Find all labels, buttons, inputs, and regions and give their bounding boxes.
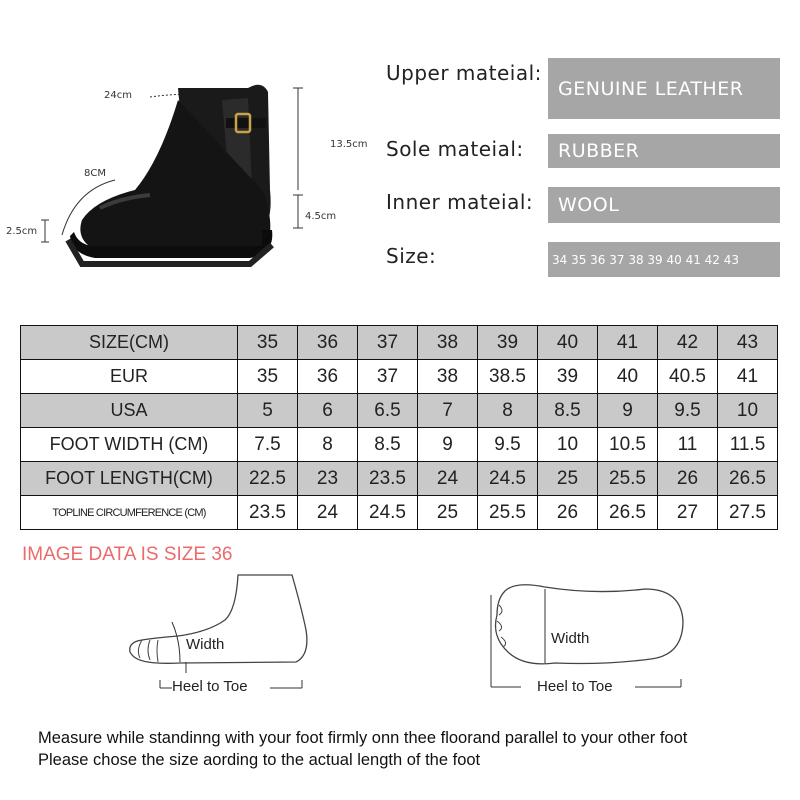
top-width-label: Width: [551, 630, 590, 647]
toe-measurement: 8CM: [84, 168, 106, 179]
table-cell: 43: [718, 326, 778, 360]
product-photo: [0, 40, 375, 280]
table-cell: 23.5: [358, 462, 418, 496]
instruction-line-1: Measure while standinng with your foot firmly onn thee floorand parallel to your other foot: [38, 729, 688, 747]
table-cell: 41: [718, 360, 778, 394]
side-foot-diagram: [120, 570, 320, 700]
upper-material-value: GENUINE LEATHER: [548, 58, 780, 119]
side-width-label: Width: [186, 636, 225, 653]
boot-illustration: [0, 40, 375, 280]
table-cell: 10.5: [598, 428, 658, 462]
table-cell: 26.5: [598, 496, 658, 530]
table-row-label: FOOT LENGTH(CM): [21, 462, 238, 496]
table-row: [21, 394, 778, 428]
table-row: [21, 462, 778, 496]
top-foot-diagram: [485, 575, 685, 700]
sole-material-label: Sole mateial:: [386, 137, 524, 161]
table-cell: 26: [658, 462, 718, 496]
table-cell: 41: [598, 326, 658, 360]
size-table: [20, 325, 778, 530]
table-cell: 36: [298, 360, 358, 394]
size-table-body: [21, 326, 778, 530]
table-cell: 8: [298, 428, 358, 462]
table-cell: 6: [298, 394, 358, 428]
table-cell: 24: [418, 462, 478, 496]
table-row-label: USA: [21, 394, 238, 428]
table-cell: 24.5: [358, 496, 418, 530]
table-row: [21, 360, 778, 394]
table-cell: 23.5: [238, 496, 298, 530]
table-cell: 9: [418, 428, 478, 462]
table-row-label: EUR: [21, 360, 238, 394]
shaft-height-measurement: 13.5cm: [330, 139, 368, 150]
table-cell: 9.5: [478, 428, 538, 462]
table-row-label: SIZE(CM): [21, 326, 238, 360]
table-cell: 8.5: [538, 394, 598, 428]
table-cell: 9: [598, 394, 658, 428]
table-cell: 38: [418, 326, 478, 360]
table-cell: 39: [478, 326, 538, 360]
table-cell: 8: [478, 394, 538, 428]
table-cell: 37: [358, 326, 418, 360]
table-row: [21, 496, 778, 530]
table-cell: 35: [238, 326, 298, 360]
table-cell: 24: [298, 496, 358, 530]
table-row-label: FOOT WIDTH (CM): [21, 428, 238, 462]
circumference-measurement: 24cm: [104, 90, 132, 101]
heel-measurement: 2.5cm: [6, 226, 38, 237]
table-cell: 40: [598, 360, 658, 394]
table-row: [21, 428, 778, 462]
table-cell: 36: [298, 326, 358, 360]
upper-material-label: Upper mateial:: [386, 61, 542, 85]
table-cell: 6.5: [358, 394, 418, 428]
table-cell: 7.5: [238, 428, 298, 462]
table-cell: 25.5: [598, 462, 658, 496]
table-cell: 39: [538, 360, 598, 394]
table-cell: 10: [718, 394, 778, 428]
table-cell: 38.5: [478, 360, 538, 394]
table-cell: 8.5: [358, 428, 418, 462]
table-row-label: TOPLINE CIRCUMFERENCE (CM): [21, 496, 238, 530]
table-cell: 7: [418, 394, 478, 428]
table-cell: 11: [658, 428, 718, 462]
table-row: [21, 326, 778, 360]
table-cell: 25: [418, 496, 478, 530]
table-cell: 25.5: [478, 496, 538, 530]
side-length-label: Heel to Toe: [172, 678, 248, 695]
image-size-note: IMAGE DATA IS SIZE 36: [22, 544, 233, 565]
instruction-line-2: Please chose the size aording to the actual length of the foot: [38, 751, 481, 769]
table-cell: 27: [658, 496, 718, 530]
table-cell: 10: [538, 428, 598, 462]
inner-material-label: Inner mateial:: [386, 190, 534, 214]
table-cell: 26.5: [718, 462, 778, 496]
table-cell: 37: [358, 360, 418, 394]
table-cell: 9.5: [658, 394, 718, 428]
table-cell: 23: [298, 462, 358, 496]
platform-measurement: 4.5cm: [305, 211, 337, 222]
table-cell: 25: [538, 462, 598, 496]
top-length-label: Heel to Toe: [537, 678, 613, 695]
table-cell: 40: [538, 326, 598, 360]
table-cell: 5: [238, 394, 298, 428]
size-range-value: 34 35 36 37 38 39 40 41 42 43: [548, 242, 780, 277]
table-cell: 40.5: [658, 360, 718, 394]
table-cell: 38: [418, 360, 478, 394]
table-cell: 22.5: [238, 462, 298, 496]
table-cell: 11.5: [718, 428, 778, 462]
table-cell: 35: [238, 360, 298, 394]
inner-material-value: WOOL: [548, 187, 780, 223]
table-cell: 27.5: [718, 496, 778, 530]
table-cell: 26: [538, 496, 598, 530]
size-label: Size:: [386, 244, 437, 268]
table-cell: 24.5: [478, 462, 538, 496]
sole-material-value: RUBBER: [548, 134, 780, 168]
table-cell: 42: [658, 326, 718, 360]
